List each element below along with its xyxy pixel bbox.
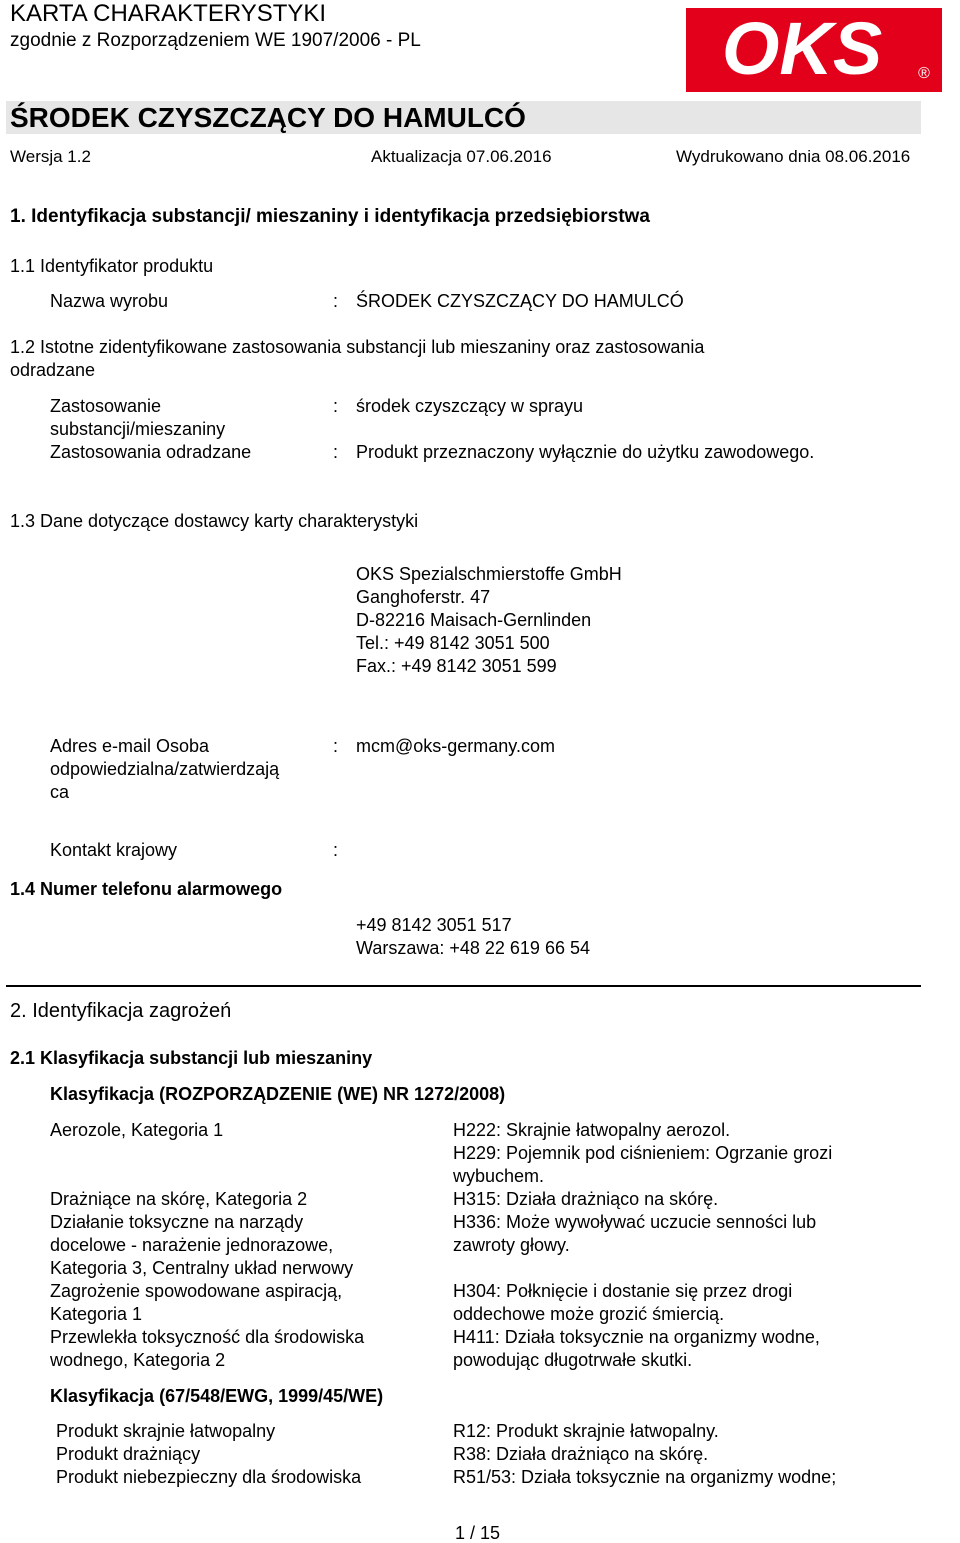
risk-phrase: R38: Działa drażniąco na skórę.: [453, 1444, 709, 1464]
supplier-phone: Tel.: +49 8142 3051 500: [356, 633, 550, 653]
section-1-4-heading: 1.4 Numer telefonu alarmowego: [10, 879, 283, 899]
uses-advised-against-label: Zastosowania odradzane: [50, 442, 252, 462]
dsd-classes: [56, 1420, 361, 1489]
regulation-subtitle: zgodnie z Rozporządzeniem WE 1907/2006 - PL: [10, 30, 421, 51]
colon: :: [333, 736, 339, 756]
colon: :: [333, 396, 339, 416]
section-1-2-heading-cont: odradzane: [10, 360, 96, 380]
registered-mark: ®: [918, 65, 930, 82]
identified-use-value: środek czyszczący w sprayu: [356, 396, 584, 416]
hazard-class: Zagrożenie spowodowane aspiracją,: [50, 1281, 343, 1301]
hazard-class: wodnego, Kategoria 2: [50, 1350, 226, 1370]
national-contact-label: Kontakt krajowy: [50, 840, 178, 860]
section-1-2-heading: 1.2 Istotne zidentyfikowane zastosowania substancji lub mieszaniny oraz zastosowania: [10, 337, 705, 357]
oks-logo: [686, 8, 942, 92]
uses-advised-against-value: Produkt przeznaczony wyłącznie do użytku zawodowego.: [356, 442, 815, 462]
dsd-class: Produkt niebezpieczny dla środowiska: [56, 1467, 362, 1487]
hazard-statement: powodując długotrwałe skutki.: [453, 1350, 693, 1370]
product-name-value: ŚRODEK CZYSZCZĄCY DO HAMULCÓ: [356, 291, 684, 311]
colon: :: [333, 442, 339, 462]
email-label: [50, 735, 279, 804]
email-label-line: ca: [50, 782, 70, 802]
dsd-class: Produkt skrajnie łatwopalny: [56, 1421, 276, 1441]
supplier-fax: Fax.: +49 8142 3051 599: [356, 656, 557, 676]
hazard-statement: H304: Połknięcie i dostanie się przez drogi: [453, 1281, 793, 1301]
document-type-title: KARTA CHARAKTERYSTYKI: [10, 0, 327, 27]
section-1-3-heading: 1.3 Dane dotyczące dostawcy karty charakterystyki: [10, 511, 419, 531]
revision-date: Aktualizacja 07.06.2016: [371, 147, 552, 166]
emergency-number: Warszawa: +48 22 619 66 54: [356, 938, 590, 958]
hazard-class: Przewlekła toksyczność dla środowiska: [50, 1327, 365, 1347]
supplier-street: Ganghoferstr. 47: [356, 587, 491, 607]
identified-use-label: Zastosowanie: [50, 396, 162, 416]
hazard-class: [50, 1142, 364, 1165]
risk-phrase: R12: Produkt skrajnie łatwopalny.: [453, 1421, 719, 1441]
supplier-company: OKS Spezialschmierstoffe GmbH: [356, 564, 622, 584]
dsd-classification-heading: Klasyfikacja (67/548/EWG, 1999/45/WE): [50, 1386, 384, 1406]
risk-phrase: R51/53: Działa toksycznie na organizmy wodne;: [453, 1467, 837, 1487]
hazard-class: Działanie toksyczne na narządy: [50, 1212, 304, 1232]
hazard-statement: H222: Skrajnie łatwopalny aerozol.: [453, 1120, 731, 1140]
product-name: ŚRODEK CZYSZCZĄCY DO HAMULCÓ: [10, 102, 526, 133]
hazard-statement: zawroty głowy.: [453, 1235, 570, 1255]
email-label-line: Adres e-mail Osoba: [50, 736, 210, 756]
hazard-statement: H229: Pojemnik pod ciśnieniem: Ogrzanie grozi: [453, 1143, 833, 1163]
hazard-statement: oddechowe może grozić śmiercią.: [453, 1304, 725, 1324]
page-number: 1 / 15: [455, 1523, 501, 1543]
clp-hazard-statements: [453, 1119, 832, 1372]
hazard-class: Drażniące na skórę, Kategoria 2: [50, 1189, 308, 1209]
section-1-1-heading: 1.1 Identyfikator produktu: [10, 256, 214, 276]
colon: :: [333, 840, 339, 860]
hazard-class: Kategoria 3, Centralny układ nerwowy: [50, 1258, 354, 1278]
dsd-class: Produkt drażniący: [56, 1444, 201, 1464]
hazard-statement: [453, 1257, 832, 1280]
hazard-class: [50, 1165, 364, 1188]
section-divider: [6, 985, 921, 987]
oks-logo-text: OKS: [721, 8, 883, 90]
hazard-statement: H315: Działa drażniąco na skórę.: [453, 1189, 719, 1209]
emergency-numbers: [356, 914, 590, 960]
section-2-1-heading: 2.1 Klasyfikacja substancji lub mieszaniny: [10, 1048, 373, 1068]
dsd-risk-phrases: [453, 1420, 836, 1489]
colon: :: [333, 291, 339, 311]
hazard-class: Aerozole, Kategoria 1: [50, 1120, 224, 1140]
version: Wersja 1.2: [10, 147, 91, 166]
clp-classification-heading: Klasyfikacja (ROZPORZĄDZENIE (WE) NR 1272/2008): [50, 1084, 506, 1104]
hazard-statement: wybuchem.: [453, 1166, 545, 1186]
hazard-statement: H411: Działa toksycznie na organizmy wodne,: [453, 1327, 820, 1347]
email-value[interactable]: mcm@oks-germany.com: [356, 736, 555, 756]
clp-hazard-classes: [50, 1119, 364, 1372]
section-1-heading: 1. Identyfikacja substancji/ mieszaniny i identyfikacja przedsiębiorstwa: [10, 206, 650, 227]
emergency-number: +49 8142 3051 517: [356, 915, 512, 935]
section-2-heading: 2. Identyfikacja zagrożeń: [10, 1000, 232, 1022]
identified-use-label-cont: substancji/mieszaniny: [50, 419, 226, 439]
print-date: Wydrukowano dnia 08.06.2016: [676, 147, 911, 166]
product-name-label: Nazwa wyrobu: [50, 291, 169, 311]
supplier-address: [356, 563, 622, 678]
hazard-statement: H336: Może wywoływać uczucie senności lub: [453, 1212, 817, 1232]
hazard-class: Kategoria 1: [50, 1304, 143, 1324]
hazard-class: docelowe - narażenie jednorazowe,: [50, 1235, 334, 1255]
supplier-city: D-82216 Maisach-Gernlinden: [356, 610, 592, 630]
email-label-line: odpowiedzialna/zatwierdzają: [50, 759, 280, 779]
